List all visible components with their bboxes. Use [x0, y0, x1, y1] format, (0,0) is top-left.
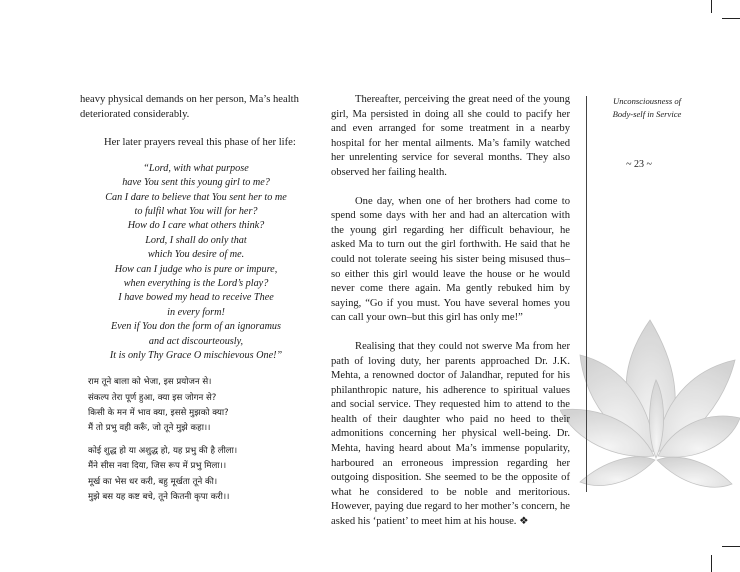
crop-mark-bottom — [711, 555, 712, 572]
hindi-line: मुझे बस यह कष्ट बचे, तूने कितनी कृपा करी।। — [88, 491, 230, 502]
running-head-line: Unconsciousness of — [612, 96, 682, 106]
lotus-illustration — [560, 300, 740, 500]
middle-column — [331, 93, 570, 530]
poem-line: and act discourteously, — [148, 335, 244, 347]
poem-line: How do I care what others think? — [127, 220, 265, 232]
poem-line: which You desire of me. — [147, 249, 245, 261]
poem-line: when everything is the Lord’s play? — [123, 278, 269, 290]
poem-line: It is only Thy Grace O mischievous One!” — [109, 350, 283, 362]
poem-line: Lord, I shall do only that — [145, 234, 247, 246]
crop-mark-top-right — [722, 18, 740, 19]
running-head-line: Body-self in Service — [612, 109, 682, 119]
hindi-verse — [80, 375, 312, 505]
margin-rule — [586, 96, 587, 492]
crop-mark-top — [711, 0, 712, 13]
left-paragraph-2: Her later prayers reveal this phase of her life: — [104, 137, 296, 149]
crop-mark-bottom-right — [722, 546, 740, 547]
middle-paragraph-3: Realising that they could not swerve Ma from her path of loving duty, her parents approached Dr. J.K. Mehta, a renowned doctor of Jalandhar, reputed for his philanthropic nature, his adherence to spiritual values and social service. They requested him to attend to the health of their daughter who paid no heed to their admonitions concerning her physical well-being. Dr. Mehta, having heard about Ma’s immense popularity, harboured an erroneous impression regarding her outgoing disposition. She seemed to be the opposite of what he considered to be noble and meritorious. However, paying due regard to her mother’s concern, he asked his ‘patient’ to meet him at his house. ❖ — [331, 340, 570, 528]
english-prayer-poem — [80, 162, 312, 364]
poem-line: have You sent this young girl to me? — [122, 177, 270, 189]
hindi-line: संकल्प तेरा पूर्ण हुआ, क्या इस जोगन से? — [88, 392, 217, 403]
left-column — [80, 93, 312, 505]
hindi-line: मैंने सीस नवा दिया, जिस रूप में प्रभु मिला।। — [88, 461, 227, 472]
page-number: ~ 23 ~ — [626, 159, 652, 170]
hindi-line: मैं तो प्रभु वही करूँ, जो तूने मुझे कहा।। — [88, 423, 211, 434]
middle-paragraph-2: One day, when one of her brothers had come to spend some days with her and had an altercation with the young girl regarding her difficult behaviour, he asked Ma to turn out the girl forthwith. He said that he could not tolerate seeing his sister being misused thus–so either this girl would leave the house or he would never come there again. Ma gently rebuked him by saying, “Go if you must. You have several homes you can call your own–but this girl has only me!” — [331, 195, 570, 324]
poem-line: in every form! — [167, 306, 225, 318]
running-head — [597, 95, 697, 121]
hindi-line: राम तूने बाला को भेजा, इस प्रयोजन से। — [88, 377, 212, 388]
poem-line: I have bowed my head to receive Thee — [118, 292, 274, 304]
poem-line: “Lord, with what purpose — [143, 162, 249, 174]
hindi-line: मूर्ख का भेस धर करी, बहु मूर्खता तूने की। — [88, 476, 218, 487]
poem-line: Even if You don the form of an ignoramus — [111, 321, 281, 333]
poem-line: How can I judge who is pure or impure, — [114, 263, 278, 275]
hindi-line: किसी के मन में भाव क्या, इससे मुझको क्या? — [88, 407, 229, 418]
left-paragraph-1: heavy physical demands on her person, Ma’s health deteriorated considerably. — [80, 94, 299, 120]
poem-line: to fulfil what You will for her? — [134, 206, 258, 217]
middle-paragraph-1: Thereafter, perceiving the great need of the young girl, Ma persisted in doing all she could to pacify her and even arranged for some treatment in a nearby hospital for her mental ailments. Ma’s family watched her unrelenting service for several months. They also observed her failing health. — [331, 94, 570, 178]
poem-line: Can I dare to believe that You sent her to me — [105, 191, 287, 203]
hindi-line: कोई शुद्ध हो या अशुद्ध हो, यह प्रभु की है लीला। — [88, 446, 238, 457]
